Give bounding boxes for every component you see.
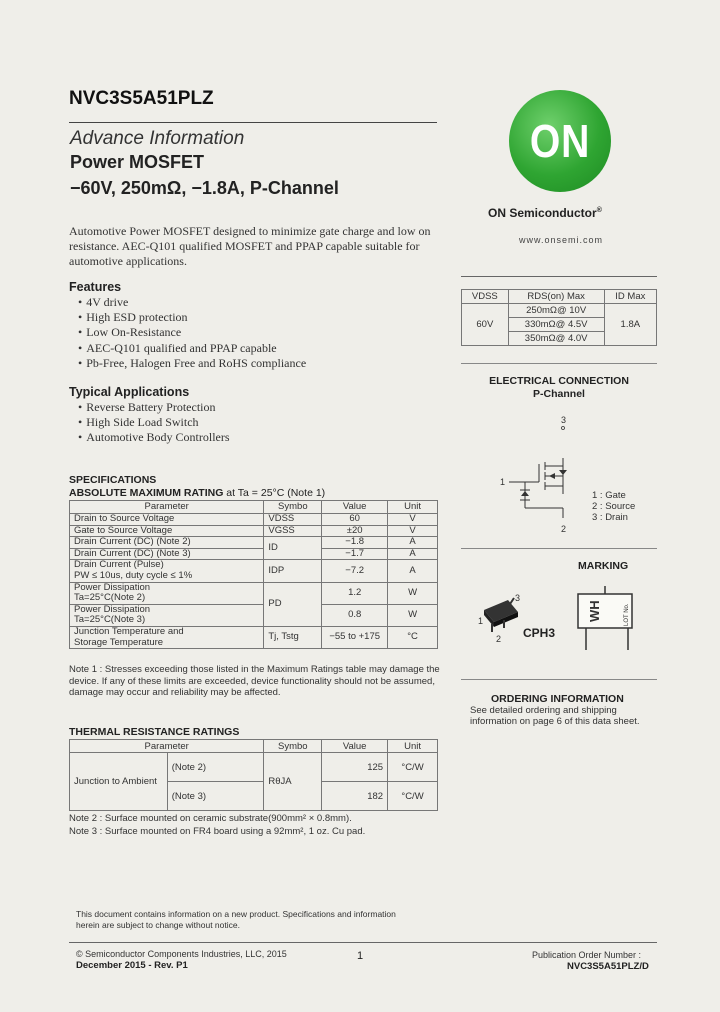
page-number: 1 [357,950,364,962]
rds-value: 250mΩ@ 10V [508,304,604,318]
rds-value: 330mΩ@ 4.5V [508,318,604,332]
col-vdss: VDSS [462,290,509,304]
table-row: (Note 3) 182 °C/W [70,782,438,811]
brand-rule [461,276,657,277]
id-value: 1.8A [604,304,656,346]
thermal-symbol: RθJA [264,753,322,811]
table-row: Power Dissipation Ta=25°C(Note 2) PD 1.2 W [70,582,438,604]
list-item: • High ESD protection [78,310,306,325]
electrical-rule [461,548,657,549]
advance-info: Advance Information [70,128,245,149]
publication-number: NVC3S5A51PLZ/D [567,961,649,972]
pin-2-label: 2 [561,524,567,534]
electrical-heading: ELECTRICAL CONNECTION P-Channel [489,375,629,400]
ordering-text: See detailed ordering and shipping information on page 6 of this data sheet. [470,705,640,727]
description: Automotive Power MOSFET designed to minimize gate charge and low on resistance. AEC-Q101 qualified MOSFET and PPAP capable suitable for automotive applications. [69,224,431,268]
svg-text:3: 3 [515,593,521,603]
on-semi-logo [509,90,611,192]
logo-text: ON [529,115,591,167]
summary-rule [461,363,657,364]
table-row: Drain to Source Voltage VDSS 60 V [70,514,438,526]
marking-diagram [572,584,638,656]
disclaimer: This document contains information on a new product. Specifications and information herein are subject to change without notice. [76,909,396,930]
note-3: Note 3 : Surface mounted on FR4 board using a 92mm², 1 oz. Cu pad. [69,826,366,837]
rds-value: 350mΩ@ 4.0V [508,332,604,346]
brand-name: ON Semiconductor® [488,206,602,220]
footer-date: December 2015 - Rev. P1 [76,960,188,971]
header-rule [69,122,437,123]
list-item: • 4V drive [78,295,306,310]
footer-copyright: © Semiconductor Components Industries, LLC, 2015 [76,949,287,959]
table-row: Drain Current (DC) (Note 2) ID −1.8 A [70,537,438,549]
list-item: • Low On-Resistance [78,325,306,340]
list-item: • High Side Load Switch [78,415,230,430]
applications-list [78,400,230,446]
svg-text:2: 2 [496,634,502,644]
table-row: Drain Current (DC) (Note 3) −1.7 A [70,548,438,560]
table-row: Junction Temperature and Storage Temperature Tj, Tstg −55 to +175 °C [70,626,438,648]
marking-heading: MARKING [578,560,629,572]
list-item: • Reverse Battery Protection [78,400,230,415]
list-item: • Pb-Free, Halogen Free and RoHS compliance [78,356,306,371]
svg-text:WH: WH [587,600,602,622]
table-row: Junction to Ambient (Note 2) RθJA 125 °C/W [70,753,438,782]
footer-rule [69,942,657,943]
vdss-value: 60V [462,304,509,346]
package-name: CPH3 [523,626,556,640]
product-title: Power MOSFET [70,152,205,172]
table-row: Drain Current (Pulse) PW ≤ 10us, duty cycle ≤ 1% IDP −7.2 A [70,560,438,582]
features-list [78,295,306,371]
svg-text:1: 1 [478,616,484,626]
features-heading: Features [69,280,122,294]
pin-1-label: 1 [500,477,506,487]
col-rds: RDS(on) Max [508,290,604,304]
pin-legend: 1 : Gate 2 : Source 3 : Drain [592,490,636,523]
list-item: • Automotive Body Controllers [78,430,230,445]
brand-url[interactable]: www.onsemi.com [519,235,604,245]
table-row: Power Dissipation Ta=25°C(Note 3) 0.8 W [70,604,438,626]
specs-heading: SPECIFICATIONS [69,474,157,486]
abs-max-heading: ABSOLUTE MAXIMUM RATING at Ta = 25°C (Note 1) [69,487,326,499]
product-subtitle: −60V, 250mΩ, −1.8A, P-Channel [70,178,339,198]
note-1: Note 1 : Stresses exceeding those listed in the Maximum Ratings table may damage the device. If any of these limits are exceeded, device functionality should not be assumed, damage may occur and reliability may be affected. [69,664,440,698]
part-number: NVC3S5A51PLZ [69,88,214,109]
pin-3-label: 3 [561,415,567,425]
note-2: Note 2 : Surface mounted on ceramic substrate(900mm² × 0.8mm). [69,813,352,824]
col-id: ID Max [604,290,656,304]
table-row: Gate to Source Voltage VGSS ±20 V [70,525,438,537]
thermal-table: Parameter Symbo Value Unit Junction to Ambient (Note 2) RθJA 125 °C/W (Note 3) 182 °C/W [69,739,438,811]
marking-rule [461,679,657,680]
mosfet-symbol [495,412,585,538]
abs-max-table: Parameter Symbo Value Unit Drain to Source Voltage VDSS 60 V Gate to Source Voltage VGSS ±20 V Drain Current (DC) (Note 2) ID −1.8 A Drain Current (DC) (Note 3) −1.7 A Drain Current (Pulse) PW ≤ 10us, duty cycle ≤ 1% IDP −7.2 A Power Dissipation Ta=25°C(Note 2) PD 1.2 W Power Dissipation Ta=25°C(Note 3) 0.8 W Junction Temperature and Storage Temperature Tj, Tstg −55 to +175 °C [69,500,438,649]
svg-text:LOT No.: LOT No. [624,603,630,626]
summary-table [461,289,657,346]
applications-heading: Typical Applications [69,385,190,399]
thermal-heading: THERMAL RESISTANCE RATINGS [69,726,240,738]
ordering-heading: ORDERING INFORMATION [491,693,624,705]
publication-label: Publication Order Number : [532,950,642,960]
list-item: • AEC-Q101 qualified and PPAP capable [78,341,306,356]
thermal-param: Junction to Ambient [70,753,168,811]
